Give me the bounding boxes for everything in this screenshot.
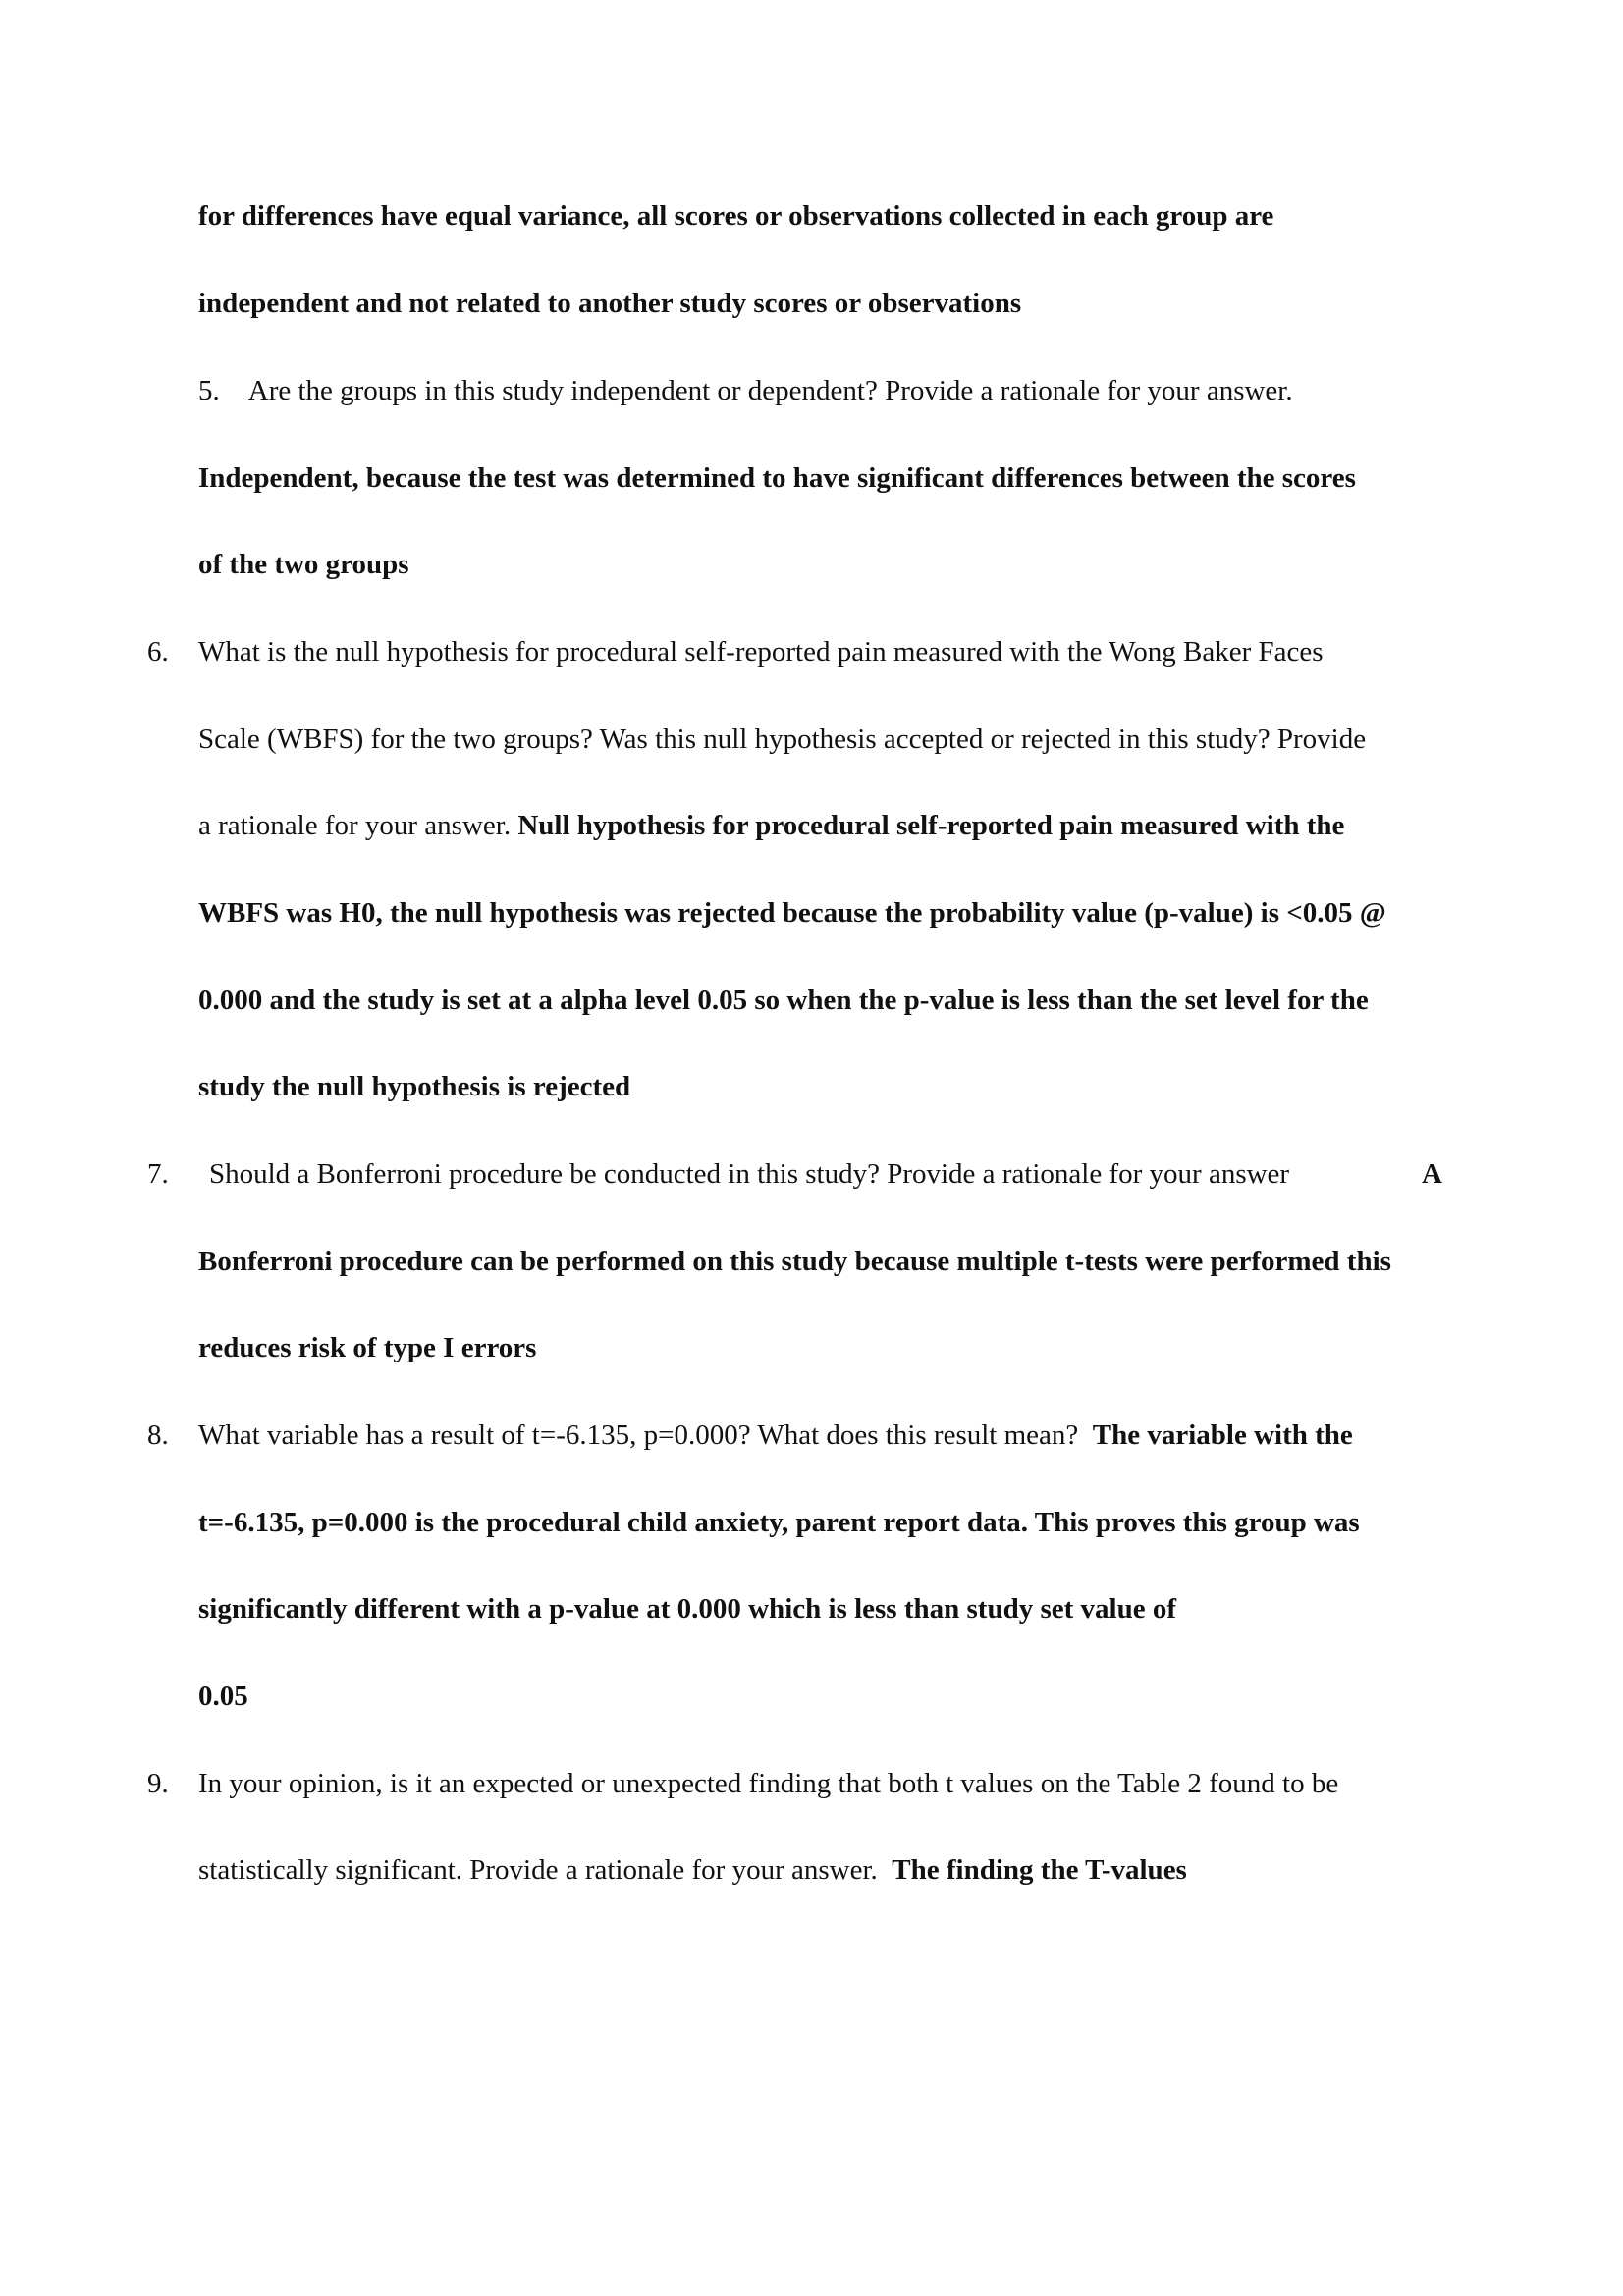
q8-question: What variable has a result of t=-6.135, p=0.000? What does this result mean? (198, 1419, 1079, 1451)
q9-question-answer-line-2 (198, 1852, 1187, 1888)
q6-number: 6. (147, 636, 169, 667)
q8-answer-line-2: t=-6.135, p=0.000 is the procedural child anxiety, parent report data. This proves this group was (198, 1507, 1360, 1538)
intro-line-1: for differences have equal variance, all scores or observations collected in each group are (198, 200, 1274, 232)
q8-answer-line-3: significantly different with a p-value at 0.000 which is less than study set value of (198, 1593, 1176, 1625)
q6-question-answer-line-3 (198, 808, 1344, 843)
intro-line-2: independent and not related to another study scores or observations (198, 288, 1022, 319)
q6-answer-line-2: WBFS was H0, the null hypothesis was rejected because the probability value (p-value) is <0.05 @ (198, 897, 1386, 929)
q7-question-line: Should a Bonferroni procedure be conducted in this study? Provide a rationale for your answer (209, 1158, 1290, 1190)
q5-number: 5. (198, 375, 220, 406)
q7-answer-line-2: Bonferroni procedure can be performed on this study because multiple t-tests were performed this (198, 1246, 1391, 1277)
q9-answer-line-1: The finding the T-values (892, 1854, 1187, 1886)
q9-question-line-2: statistically significant. Provide a rationale for your answer. (198, 1854, 878, 1886)
q6-answer-line-3: 0.000 and the study is set at a alpha level 0.05 so when the p-value is less than the set level for the (198, 985, 1369, 1016)
q7-answer-line-3: reduces risk of type I errors (198, 1332, 537, 1363)
q5-question-line (198, 373, 1293, 408)
q5-answer-line-2: of the two groups (198, 549, 409, 580)
q8-answer-line-1: The variable with the (1092, 1419, 1353, 1451)
q8-number: 8. (147, 1419, 169, 1451)
q6-answer-line-4: study the null hypothesis is rejected (198, 1071, 631, 1102)
q6-question-line-1: What is the null hypothesis for procedural self-reported pain measured with the Wong Baker Faces (198, 636, 1324, 667)
q8-answer-line-4: 0.05 (198, 1681, 248, 1712)
q7-answer-line-1: A (1422, 1158, 1442, 1190)
q6-question-line-3: a rationale for your answer. (198, 810, 512, 841)
q5-answer-line-1: Independent, because the test was determined to have significant differences between the scores (198, 462, 1356, 494)
q6-question-line-2: Scale (WBFS) for the two groups? Was this null hypothesis accepted or rejected in this study? Provide (198, 723, 1367, 755)
q5-question: Are the groups in this study independent or dependent? Provide a rationale for your answer. (247, 375, 1293, 406)
q6-answer-line-1: Null hypothesis for procedural self-reported pain measured with the (517, 810, 1345, 841)
q9-question-line-1: In your opinion, is it an expected or unexpected finding that both t values on the Table 2 found to be (198, 1768, 1339, 1799)
q9-number: 9. (147, 1768, 169, 1799)
q7-number: 7. (147, 1158, 169, 1190)
q8-question-answer-line-1 (198, 1417, 1353, 1453)
